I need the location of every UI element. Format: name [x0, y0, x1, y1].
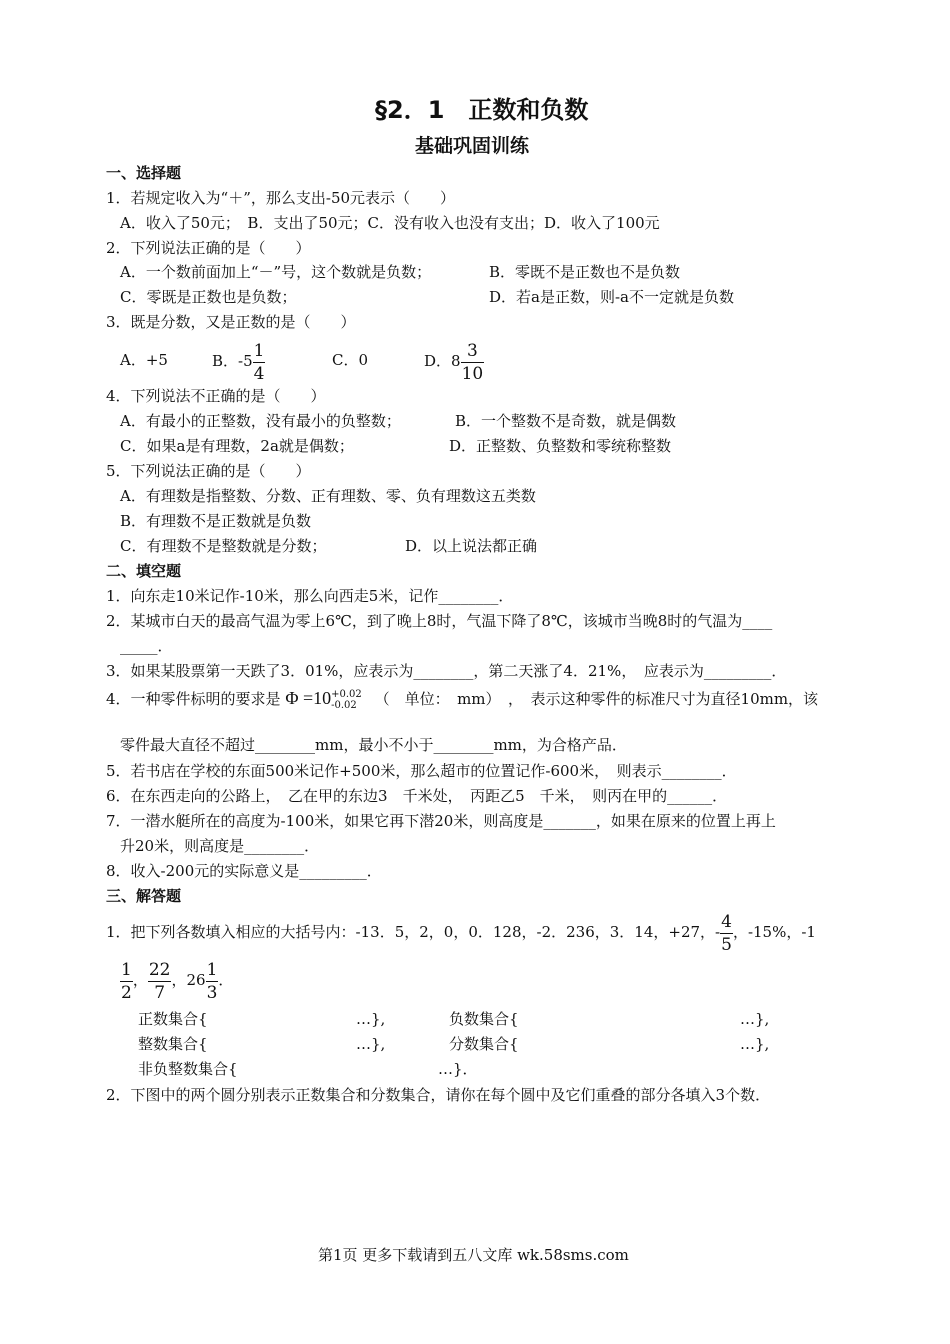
- q5-option-b: B．有理数不是正数就是负数: [120, 512, 312, 530]
- fill-q6: 6．在东西走向的公路上， 乙在甲的东边3 千米处， 丙距乙5 千米， 则丙在甲的______．: [106, 787, 728, 805]
- separator: ，: [132, 971, 148, 989]
- set-negative-close: …},: [740, 1010, 770, 1028]
- line-end: ．: [218, 971, 234, 989]
- q1-options: A．收入了50元； B．支出了50元；C．没有收入也没有支出；D．收入了100元: [120, 214, 660, 232]
- q3-option-a: A．+5: [120, 351, 168, 369]
- q2-option-d: D．若a是正数，则-a不一定就是负数: [489, 288, 734, 306]
- fraction-numerator: 4: [721, 911, 732, 932]
- answer-q2: 2．下图中的两个圆分别表示正数集合和分数集合，请你在每个圆中及它们重叠的部分各填入3个数．: [106, 1086, 771, 1104]
- q3-option-b: [212, 339, 265, 385]
- set-fraction-close: …},: [740, 1035, 770, 1053]
- set-nonnegative-integer-label: 非负整数集合{: [138, 1060, 238, 1078]
- fill-q4-suffix: （ 单位： mm） ， 表示这种零件的标准尺寸为直径10mm，该: [374, 690, 819, 708]
- fraction-one-quarter: [253, 340, 266, 385]
- q2-option-b: B．零既不是正数也不是负数: [489, 263, 681, 281]
- page-title: §2．1 正数和负数: [375, 96, 589, 124]
- q3-option-b-label: B．-5: [212, 352, 253, 370]
- set-positive-close: …},: [356, 1010, 386, 1028]
- q3-stem: 3．既是分数，又是正数的是（ ）: [106, 313, 356, 331]
- fill-q4-line2: 零件最大直径不超过________mm，最小不小于________mm，为合格产品．: [120, 736, 627, 754]
- q2-stem: 2．下列说法正确的是（ ）: [106, 239, 311, 257]
- tolerance-lower: -0.02: [331, 700, 357, 711]
- fill-q4-prefix: 4．一种零件标明的要求是: [106, 690, 281, 708]
- fill-q4-line1: [106, 688, 818, 711]
- answer-q1-suffix: ，-15%，-1: [732, 923, 816, 941]
- answer-q1-prefix: 1．把下列各数填入相应的大括号内：-13．5，2，0，0．128，-2．236，3．14，+27，-: [106, 923, 721, 941]
- fraction-denominator: 7: [154, 982, 166, 1003]
- q5-option-a: A．有理数是指整数、分数、正有理数、零、负有理数这五类数: [120, 487, 536, 505]
- fraction-twenty-two-sevenths: [148, 959, 172, 1004]
- separator: ，26: [171, 971, 206, 989]
- q4-option-d: D．正整数、负整数和零统称整数: [449, 437, 672, 455]
- q4-option-b: B．一个整数不是奇数，就是偶数: [455, 412, 677, 430]
- phi-formula: Φ =10: [285, 688, 332, 708]
- fraction-numerator: 1: [253, 340, 265, 361]
- fraction-one-third: [206, 959, 219, 1004]
- fraction-three-tenths: [461, 340, 485, 385]
- q3-option-d: [424, 339, 484, 385]
- fill-q7-line1: 7．一潜水艇所在的高度为-100米，如果它再下潜20米，则高度是_______，如果在原来的位置上再上: [106, 812, 776, 830]
- fraction-four-fifths: [720, 911, 733, 956]
- section-heading-choice: 一、选择题: [106, 164, 182, 182]
- section-heading-fill: 二、填空题: [106, 562, 182, 580]
- fill-q8: 8．收入-200元的实际意义是_________．: [106, 862, 382, 880]
- fraction-numerator: 1: [121, 959, 132, 980]
- set-positive-label: 正数集合{: [138, 1010, 208, 1028]
- fraction-numerator: 3: [461, 340, 485, 363]
- answer-q1-line1: [106, 910, 816, 956]
- answer-q1-line2: [120, 958, 233, 1004]
- q4-option-c: C．如果a是有理数，2a就是偶数；: [120, 437, 354, 455]
- fraction-numerator: 22: [148, 959, 171, 980]
- q3-option-c: C．0: [332, 351, 369, 369]
- fill-q2-line2: _____．: [120, 637, 173, 655]
- q2-option-c: C．零既是正数也是负数；: [120, 288, 297, 306]
- section-heading-answer: 三、解答题: [106, 887, 182, 905]
- fill-q2-line1: 2．某城市白天的最高气温为零上6℃，到了晚上8时，气温下降了8℃，该城市当晚8时的气温为____: [106, 612, 773, 630]
- fraction-denominator: 10: [461, 363, 484, 384]
- fraction-numerator: 1: [206, 959, 218, 980]
- q4-stem: 4．下列说法不正确的是（ ）: [106, 387, 326, 405]
- fill-q3: 3．如果某股票第一天跌了3．01%，应表示为________，第二天涨了4．21%， 应表示为_________．: [106, 662, 787, 680]
- set-nonnegative-integer-close: …}．: [438, 1060, 478, 1078]
- q1-stem: 1．若规定收入为“＋”，那么支出-50元表示（ ）: [106, 189, 456, 207]
- fraction-denominator: 3: [206, 982, 218, 1003]
- page-subtitle: 基础巩固训练: [415, 135, 530, 157]
- q2-option-a: A．一个数前面加上“－”号，这个数就是负数；: [120, 263, 432, 281]
- tolerance-upper: +0.02: [331, 689, 362, 700]
- fill-q7-line2: 升20米，则高度是________．: [120, 837, 320, 855]
- page-footer: 第1页 更多下载请到五八文库 wk.58sms.com: [318, 1246, 629, 1264]
- fraction-denominator: 4: [253, 363, 265, 384]
- set-fraction-label: 分数集合{: [449, 1035, 519, 1053]
- fill-q5: 5．若书店在学校的东面500米记作+500米，那么超市的位置记作-600米， 则表示________．: [106, 762, 737, 780]
- q5-option-c: C．有理数不是整数就是分数；: [120, 537, 327, 555]
- fraction-one-half: [120, 959, 133, 1004]
- tolerance: [331, 689, 362, 711]
- q4-option-a: A．有最小的正整数，没有最小的负整数；: [120, 412, 401, 430]
- q5-option-d: D．以上说法都正确: [405, 537, 538, 555]
- fraction-denominator: 5: [721, 934, 732, 955]
- q3-option-d-label: D．8: [424, 352, 461, 370]
- fraction-denominator: 2: [121, 982, 132, 1003]
- set-integer-label: 整数集合{: [138, 1035, 208, 1053]
- fill-q1: 1．向东走10米记作-10米，那么向西走5米，记作________．: [106, 587, 514, 605]
- q5-stem: 5．下列说法正确的是（ ）: [106, 462, 311, 480]
- set-integer-close: …},: [356, 1035, 386, 1053]
- set-negative-label: 负数集合{: [449, 1010, 519, 1028]
